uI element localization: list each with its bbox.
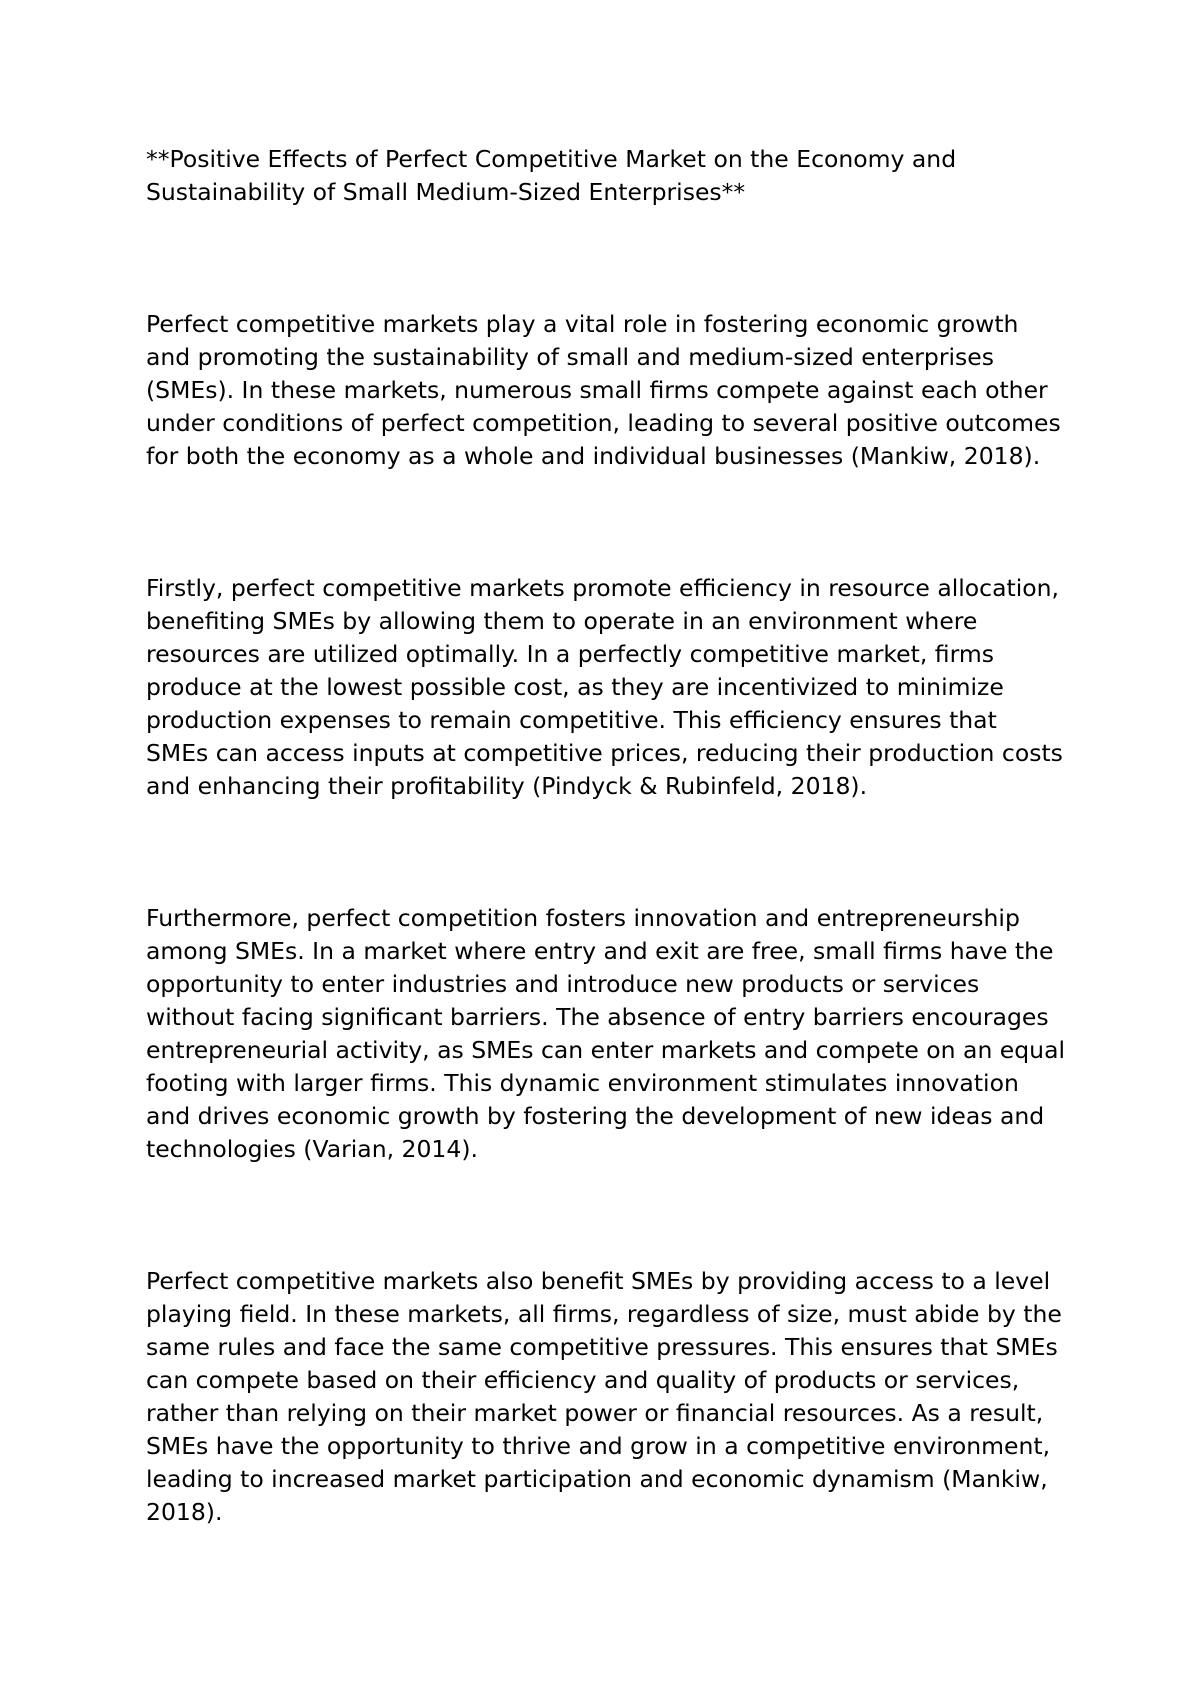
paragraph-intro: Perfect competitive markets play a vital role in fostering economic growth and promoting the sustainability of small and medium-sized enterprises (SMEs). In these markets, numerous small firms compete against each other under conditions of perfect competition, leading to several positive outcomes for both the economy as a whole and individual businesses (Mankiw, 2018). — [146, 310, 1061, 470]
document-title: **Positive Effects of Perfect Competitive Market on the Economy and Sustainability of Small Medium-Sized Enterprises** — [146, 145, 957, 206]
paragraph-innovation: Furthermore, perfect competition fosters innovation and entrepreneurship among SMEs. In a market where entry and exit are free, small firms have the opportunity to enter industries and introduce new products or services without facing significant barriers. The absence of entry barriers encourages entrepreneurial activity, as SMEs can enter markets and compete on an equal footing with larger firms. This dynamic environment stimulates innovation and drives economic growth by fostering the development of new ideas and technologies (Varian, 2014). — [146, 904, 1066, 1163]
document-body — [146, 143, 1066, 1529]
paragraph-efficiency: Firstly, perfect competitive markets promote efficiency in resource allocation, benefiting SMEs by allowing them to operate in an environment where resources are utilized optimally. In a perfectly competitive market, firms produce at the lowest possible cost, as they are incentivized to minimize production expenses to remain competitive. This efficiency ensures that SMEs can access inputs at competitive prices, reducing their production costs and enhancing their profitability (Pindyck & Rubinfeld, 2018). — [146, 574, 1063, 800]
paragraph-level-playing-field: Perfect competitive markets also benefit SMEs by providing access to a level playing field. In these markets, all firms, regardless of size, must abide by the same rules and face the same competitive pressures. This ensures that SMEs can compete based on their efficiency and quality of products or services, rather than relying on their market power or financial resources. As a result, SMEs have the opportunity to thrive and grow in a competitive environment, leading to increased market participation and economic dynamism (Mankiw, 2018). — [146, 1267, 1062, 1526]
